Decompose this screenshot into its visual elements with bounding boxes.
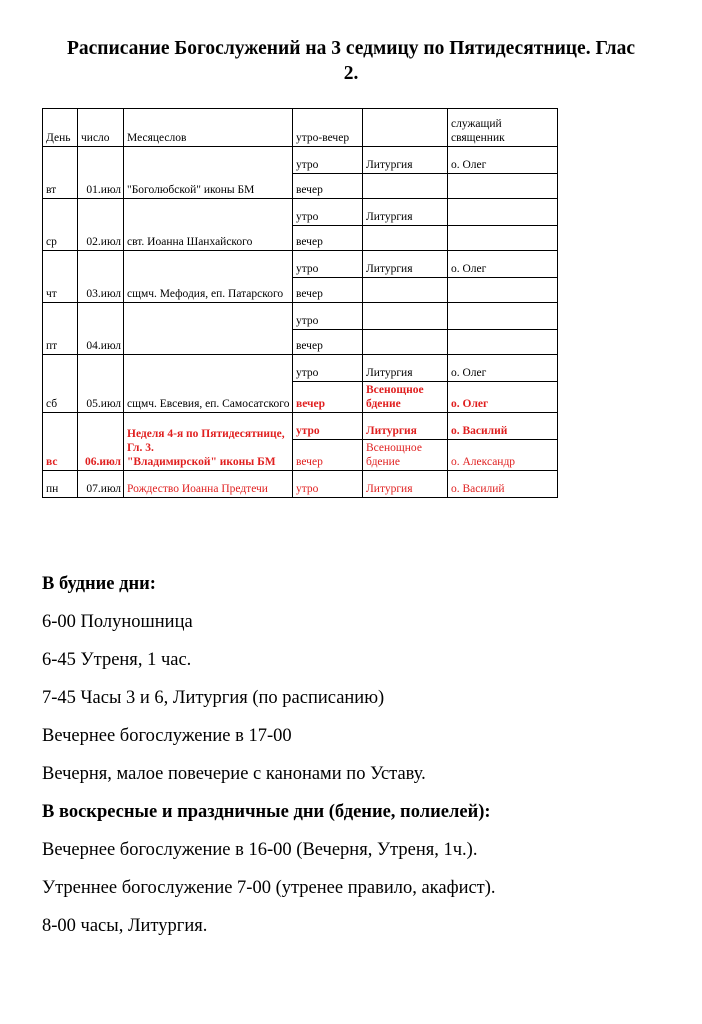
table-row	[43, 355, 558, 382]
cell-service	[363, 278, 448, 303]
service-notes	[42, 565, 682, 945]
weekday-line: 7-45 Часы 3 и 6, Литургия (по расписанию)	[42, 688, 385, 708]
sunday-line: Вечернее богослужение в 16-00 (Вечерня, Утреня, 1ч.).	[42, 840, 478, 860]
cell-day: пт	[43, 303, 78, 355]
sunday-line: 8-00 часы, Литургия.	[42, 916, 208, 936]
cell-priest: о. Василий	[448, 471, 558, 498]
cell-date: 02.июл	[78, 199, 124, 251]
cell-menologion: Рождество Иоанна Предтечи	[124, 471, 293, 498]
weekday-line: 6-45 Утреня, 1 час.	[42, 650, 192, 670]
cell-menologion: сщмч. Евсевия, еп. Самосатского	[124, 355, 293, 413]
cell-priest: о. Олег	[448, 147, 558, 174]
cell-service	[363, 303, 448, 330]
cell-time: вечер	[293, 174, 363, 199]
table-row	[43, 147, 558, 174]
cell-time: вечер	[293, 278, 363, 303]
cell-day: пн	[43, 471, 78, 498]
cell-priest: о. Олег	[448, 355, 558, 382]
cell-time: утро	[293, 413, 363, 440]
weekday-line: 6-00 Полуношница	[42, 612, 193, 632]
cell-time: утро	[293, 355, 363, 382]
cell-service	[363, 330, 448, 355]
cell-day: ср	[43, 199, 78, 251]
cell-menologion: сщмч. Мефодия, еп. Патарского	[124, 251, 293, 303]
header-day: День	[43, 109, 78, 147]
table-row	[43, 413, 558, 440]
cell-time: утро	[293, 199, 363, 226]
cell-day: чт	[43, 251, 78, 303]
cell-menologion: свт. Иоанна Шанхайского	[124, 199, 293, 251]
cell-service	[363, 174, 448, 199]
cell-priest: о. Василий	[448, 413, 558, 440]
table-row	[43, 251, 558, 278]
cell-time: утро	[293, 303, 363, 330]
cell-date: 06.июл	[78, 413, 124, 471]
cell-time: вечер	[293, 382, 363, 413]
header-menologion: Месяцеслов	[124, 109, 293, 147]
cell-priest	[448, 199, 558, 226]
cell-date: 01.июл	[78, 147, 124, 199]
cell-menologion	[124, 303, 293, 355]
cell-date: 03.июл	[78, 251, 124, 303]
cell-priest	[448, 174, 558, 199]
cell-service: Всенощное бдение	[363, 440, 448, 471]
schedule-table	[42, 108, 558, 498]
cell-service: Литургия	[363, 147, 448, 174]
cell-service: Литургия	[363, 471, 448, 498]
schedule-table-container	[42, 108, 557, 498]
table-header-row	[43, 109, 558, 147]
cell-date: 05.июл	[78, 355, 124, 413]
cell-service: Литургия	[363, 413, 448, 440]
sunday-line: Утреннее богослужение 7-00 (утренее правило, акафист).	[42, 878, 496, 898]
cell-priest: о. Александр	[448, 440, 558, 471]
cell-priest	[448, 330, 558, 355]
table-row	[43, 303, 558, 330]
header-morning-evening: утро-вечер	[293, 109, 363, 147]
page-title: Расписание Богослужений на 3 седмицу по Пятидесятнице. Глас 2.	[66, 38, 635, 84]
cell-day: вт	[43, 147, 78, 199]
cell-priest: о. Олег	[448, 382, 558, 413]
cell-time: утро	[293, 251, 363, 278]
cell-date: 07.июл	[78, 471, 124, 498]
cell-day: сб	[43, 355, 78, 413]
cell-priest	[448, 278, 558, 303]
cell-service: Всенощное бдение	[363, 382, 448, 413]
header-date: число	[78, 109, 124, 147]
cell-priest	[448, 303, 558, 330]
cell-service: Литургия	[363, 251, 448, 278]
header-service	[363, 109, 448, 147]
cell-day: вс	[43, 413, 78, 471]
cell-menologion: Неделя 4-я по Пятидесятнице, Гл. 3. "Владимирской" иконы БМ	[124, 413, 293, 471]
header-priest: служащий священник	[448, 109, 558, 147]
cell-priest: о. Олег	[448, 251, 558, 278]
cell-service: Литургия	[363, 355, 448, 382]
table-row	[43, 199, 558, 226]
cell-service	[363, 226, 448, 251]
weekday-line: Вечернее богослужение в 17-00	[42, 726, 292, 746]
cell-service: Литургия	[363, 199, 448, 226]
cell-time: вечер	[293, 330, 363, 355]
cell-time: вечер	[293, 440, 363, 471]
cell-menologion: "Боголюбской" иконы БМ	[124, 147, 293, 199]
weekday-line: Вечерня, малое повечерие с канонами по Уставу.	[42, 764, 426, 784]
table-row	[43, 471, 558, 498]
cell-date: 04.июл	[78, 303, 124, 355]
cell-time: утро	[293, 471, 363, 498]
weekday-heading: В будние дни:	[42, 574, 156, 594]
sunday-heading: В воскресные и праздничные дни (бдение, полиелей):	[42, 802, 491, 822]
cell-priest	[448, 226, 558, 251]
cell-time: вечер	[293, 226, 363, 251]
cell-time: утро	[293, 147, 363, 174]
